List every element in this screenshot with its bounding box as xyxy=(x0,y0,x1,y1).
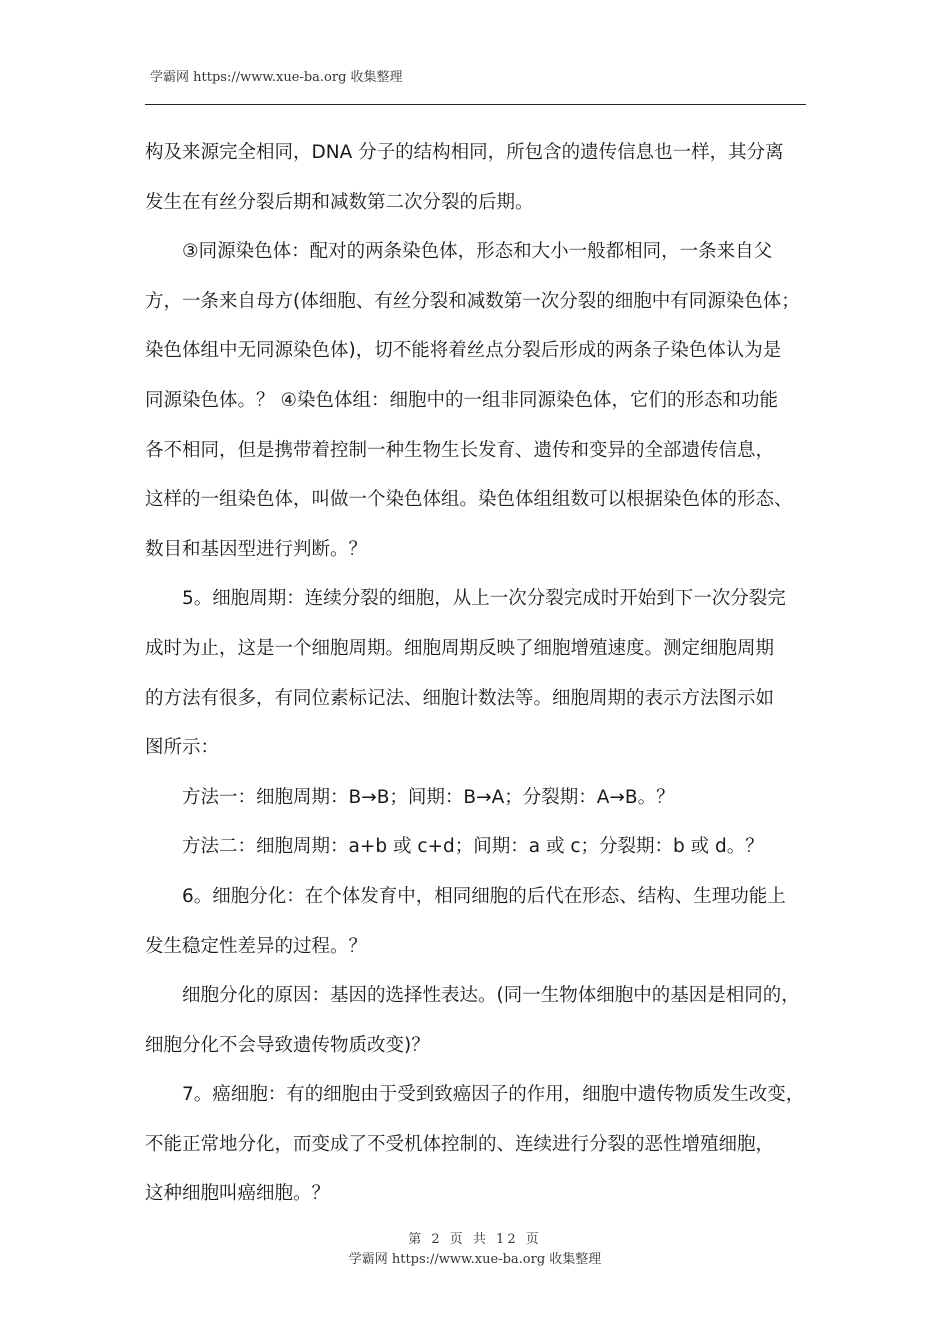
text-line: 同源染色体。？ ④染色体组：细胞中的一组非同源染色体，它们的形态和功能 xyxy=(145,389,778,411)
text-line: 6。细胞分化：在个体发育中，相同细胞的后代在形态、结构、生理功能上 xyxy=(182,885,786,907)
text-line: 方，一条来自母方(体细胞、有丝分裂和减数第一次分裂的细胞中有同源染色体； xyxy=(145,290,800,312)
page-header: 学霸网 https://www.xue-ba.org 收集整理 xyxy=(150,70,403,85)
page-number: 第 2 页 共 12 页 xyxy=(408,1232,542,1247)
text-line: 这种细胞叫癌细胞。？ xyxy=(145,1183,331,1205)
text-line: 不能正常地分化，而变成了不受机体控制的、连续进行分裂的恶性增殖细胞， xyxy=(145,1133,775,1155)
document-body xyxy=(145,128,817,1219)
text-line: ③同源染色体：配对的两条染色体，形态和大小一般都相同，一条来自父 xyxy=(182,241,773,263)
text-line: 5。细胞周期：连续分裂的细胞，从上一次分裂完成时开始到下一次分裂完 xyxy=(182,588,786,610)
text-line: 方法二：细胞周期：a+b 或 c+d；间期：a 或 c；分裂期：b 或 d。？ xyxy=(182,836,764,858)
header-divider xyxy=(145,104,806,105)
text-line: 图所示： xyxy=(145,737,220,759)
text-line: 构及来源完全相同，DNA 分子的结构相同，所包含的遗传信息也一样，其分离 xyxy=(145,142,784,163)
text-line: 数目和基因型进行判断。？ xyxy=(145,538,368,560)
text-line: 细胞分化的原因：基因的选择性表达。(同一生物体细胞中的基因是相同的， xyxy=(182,985,800,1007)
text-line: 方法一：细胞周期：B→B；间期：B→A；分裂期：A→B。？ xyxy=(182,786,675,808)
text-line: 染色体组中无同源染色体)，切不能将着丝点分裂后形成的两条子染色体认为是 xyxy=(145,340,782,362)
text-line: 发生稳定性差异的过程。？ xyxy=(145,935,368,957)
text-line: 发生在有丝分裂后期和减数第二次分裂的后期。 xyxy=(145,191,534,213)
text-line: 各不相同，但是携带着控制一种生物生长发育、遗传和变异的全部遗传信息， xyxy=(145,439,775,461)
text-line: 细胞分化不会导致遗传物质改变)？ xyxy=(145,1034,430,1056)
text-line: 7。癌细胞：有的细胞由于受到致癌因子的作用，细胞中遗传物质发生改变， xyxy=(182,1084,805,1106)
text-line: 这样的一组染色体，叫做一个染色体组。染色体组组数可以根据染色体的形态、 xyxy=(145,489,793,511)
text-line: 的方法有很多，有同位素标记法、细胞计数法等。细胞周期的表示方法图示如 xyxy=(145,687,775,709)
text-line: 成时为止，这是一个细胞周期。细胞周期反映了细胞增殖速度。测定细胞周期 xyxy=(145,637,775,659)
page-footer: 学霸网 https://www.xue-ba.org 收集整理 xyxy=(348,1252,602,1267)
